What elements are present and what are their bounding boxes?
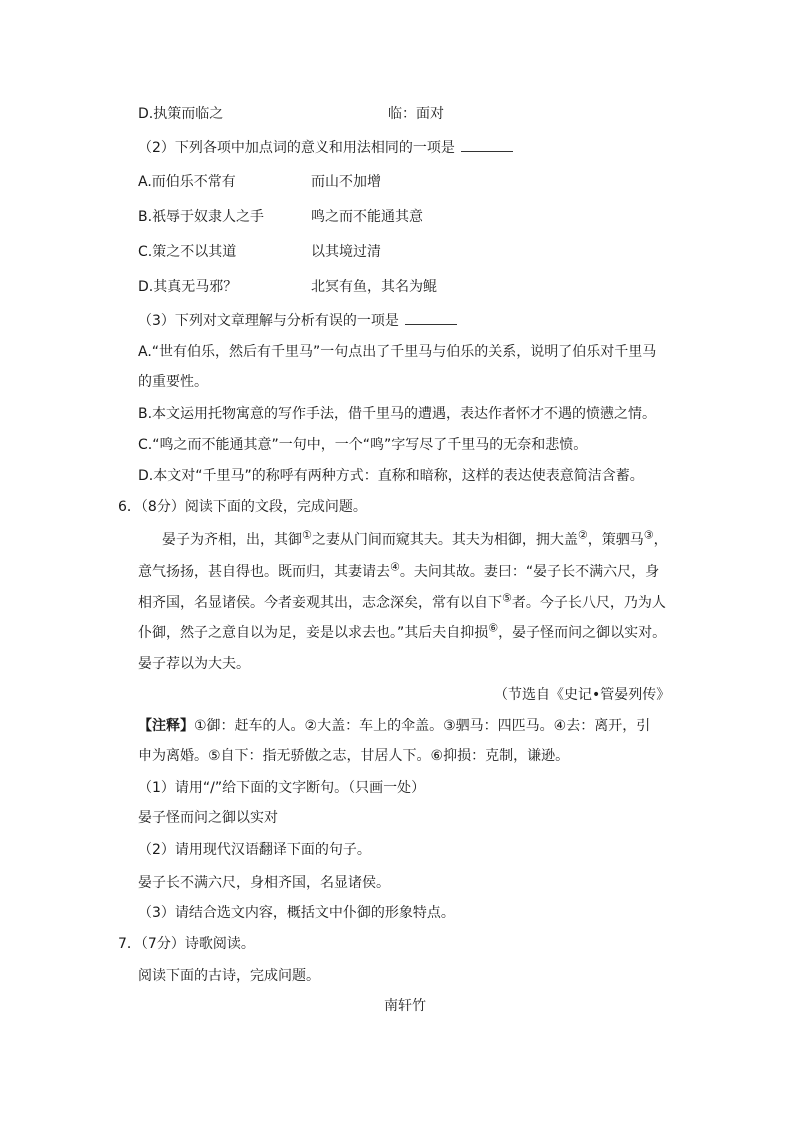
footnote-marker: ⑤	[502, 591, 512, 605]
passage-text: ，策驷马	[587, 532, 644, 548]
footnote-marker: ④	[390, 560, 400, 574]
footnote-marker: ①	[302, 528, 312, 542]
q6-passage-line-1	[162, 530, 668, 550]
passage-text: ，	[653, 532, 668, 548]
passage-text: 者。今子长八尺，乃为人	[511, 595, 666, 611]
q7-poem-title: 南轩竹	[384, 998, 426, 1014]
passage-text: 。夫问其故。妻曰：“晏子长不满六尺，身	[399, 564, 660, 580]
q5-sub2-prompt	[138, 138, 513, 158]
q6-sub1-prompt: （1）请用“/”给下面的文字断句。（只画一处）	[138, 780, 426, 796]
footnote-marker: ③	[643, 528, 654, 542]
q6-passage-line-4	[138, 623, 666, 643]
q5-sub2-option-a-left: A.而伯乐不常有	[138, 174, 236, 190]
q5-sub2-option-b-left: B.祇辱于奴隶人之手	[138, 209, 265, 225]
q5-sub2-option-c-right: 以其境过清	[311, 244, 381, 260]
q5-sub2-option-c-left: C.策之不以其道	[138, 244, 237, 260]
q6-notes-line-2: 申为离婚。⑤自下：指无骄傲之志，甘居人下。⑥抑损：克制，谦逊。	[138, 748, 570, 764]
q5-sub2-option-d-right: 北冥有鱼，其名为鲲	[311, 279, 437, 295]
notes-text: ①御：赶车的人。②大盖：车上的伞盖。③驷马：四匹马。④去：离开，引	[194, 718, 651, 734]
q6-passage-line-2	[138, 562, 659, 582]
q5-sub2-option-d-left: D.其真无马邪？	[138, 279, 238, 295]
q6-sub3-prompt: （3）请结合选文内容，概括文中仆御的形象特点。	[138, 905, 455, 921]
notes-label: 【注释】	[138, 718, 194, 734]
q5-sub2-option-a-right: 而山不加增	[311, 174, 381, 190]
q6-sub1-text: 晏子怪而问之御以实对	[138, 810, 278, 826]
q6-sub2-prompt: （2）请用现代汉语翻译下面的句子。	[138, 842, 371, 858]
q6-passage-line-3	[138, 593, 666, 613]
q6-header: 6．（8分）阅读下面的文段，完成问题。	[118, 499, 367, 515]
q5-sub2-prompt-text: （2）下列各项中加点词的意义和用法相同的一项是	[138, 140, 455, 156]
passage-text: ，晏子怪而问之御以实对。	[498, 625, 667, 641]
answer-blank[interactable]	[461, 139, 513, 152]
q5-sub3-prompt	[138, 311, 457, 331]
q5-sub3-option-d: D.本文对“千里马”的称呼有两种方式：直称和暗称，这样的表达使表意简洁含蓄。	[138, 468, 644, 484]
footnote-marker: ②	[577, 528, 588, 542]
footnote-marker: ⑥	[488, 621, 499, 635]
passage-text: 之妻从门间而窥其夫。其夫为相御，拥大盖	[311, 532, 578, 548]
q5-option-d-right: 临：面对	[388, 106, 444, 122]
passage-text: 晏子为齐相，出，其御	[162, 532, 302, 548]
q6-notes-line-1	[138, 716, 650, 736]
q7-intro: 阅读下面的古诗，完成问题。	[138, 968, 320, 984]
q5-sub3-option-c: C.“鸣之而不能通其意”一句中，一个“鸣”字写尽了千里马的无奈和悲愤。	[138, 437, 588, 453]
q5-sub2-option-b-right: 鸣之而不能通其意	[311, 209, 423, 225]
q5-sub3-option-a-line1: A.“世有伯乐，然后有千里马”一句点出了千里马与伯乐的关系，说明了伯乐对千里马	[138, 344, 657, 360]
q7-header: 7．（7分）诗歌阅读。	[118, 936, 255, 952]
passage-text: 意气扬扬，甚自得也。既而归，其妻请去	[138, 564, 390, 580]
q6-source: （节选自《史记•管晏列传》	[494, 687, 671, 703]
q5-option-d-left: D.执策而临之	[138, 106, 224, 122]
q5-sub3-option-a-line2: 的重要性。	[138, 374, 208, 390]
q5-sub3-prompt-text: （3）下列对文章理解与分析有误的一项是	[138, 313, 399, 329]
passage-text: 仆御，然子之意自以为足，妾是以求去也。”其后夫自抑损	[138, 625, 489, 641]
q5-sub3-option-b: B.本文运用托物寓意的写作手法，借千里马的遭遇，表达作者怀才不遇的愤懑之情。	[138, 406, 657, 422]
q6-passage-line-5: 晏子荐以为大夫。	[138, 656, 250, 672]
answer-blank[interactable]	[405, 312, 457, 325]
passage-text: 相齐国，名显诸侯。今者妾观其出，志念深矣，常有以自下	[138, 595, 502, 611]
q6-sub2-text: 晏子长不满六尺，身相齐国，名显诸侯。	[138, 875, 390, 891]
